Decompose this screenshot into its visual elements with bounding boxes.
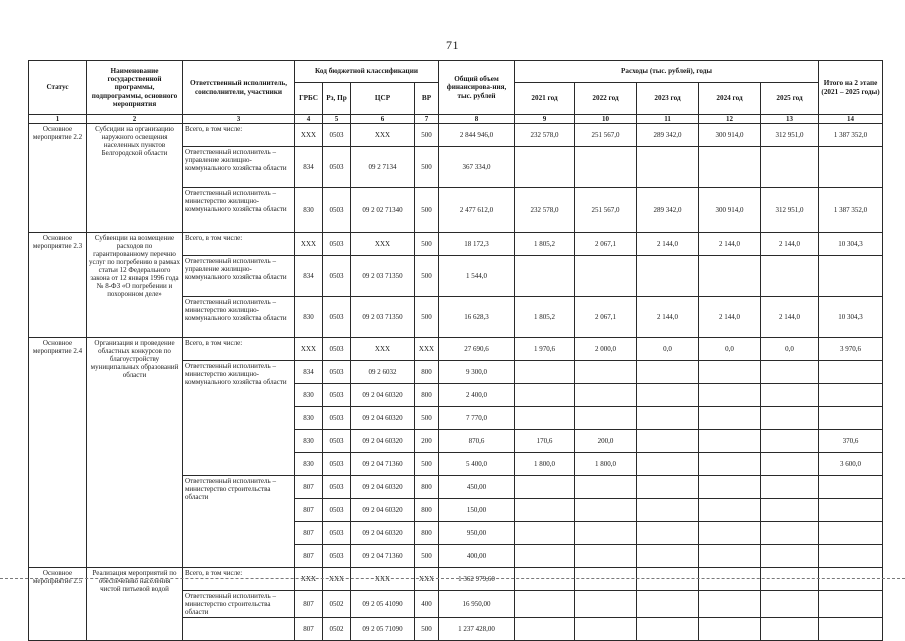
y2025-cell: 0,0: [761, 338, 819, 361]
table-row: [29, 568, 883, 591]
y2022-cell: [575, 407, 637, 430]
itogo-cell: [819, 407, 883, 430]
y2025-cell: [761, 499, 819, 522]
y2023-cell: [637, 256, 699, 297]
y2022-cell: [575, 384, 637, 407]
grbs-cell: ХХХ: [295, 124, 323, 147]
total-cell: 150,00: [439, 499, 515, 522]
y2024-cell: [699, 147, 761, 188]
vr-cell: 800: [415, 476, 439, 499]
header-grbs: ГРБС: [295, 83, 323, 115]
grbs-cell: 807: [295, 545, 323, 568]
budget-table-wrapper: [28, 60, 882, 641]
y2023-cell: [637, 476, 699, 499]
csr-cell: ХХХ: [351, 568, 415, 591]
rz-pr-cell: 0503: [323, 233, 351, 256]
y2021-cell: [515, 618, 575, 641]
csr-cell: 09 2 04 60320: [351, 476, 415, 499]
total-cell: 1 544,0: [439, 256, 515, 297]
y2021-cell: [515, 591, 575, 618]
rz-pr-cell: 0503: [323, 124, 351, 147]
total-cell: 400,00: [439, 545, 515, 568]
rz-pr-cell: 0503: [323, 188, 351, 233]
y2023-cell: [637, 545, 699, 568]
y2021-cell: [515, 476, 575, 499]
y2025-cell: 2 144,0: [761, 297, 819, 338]
rz-pr-cell: 0503: [323, 361, 351, 384]
vr-cell: 200: [415, 430, 439, 453]
itogo-cell: 3 970,6: [819, 338, 883, 361]
responsible-cell: Всего, в том числе:: [183, 338, 295, 361]
total-cell: 950,00: [439, 522, 515, 545]
y2021-cell: [515, 384, 575, 407]
csr-cell: 09 2 04 60320: [351, 407, 415, 430]
total-cell: 18 172,3: [439, 233, 515, 256]
y2024-cell: [699, 384, 761, 407]
total-cell: 27 690,6: [439, 338, 515, 361]
y2023-cell: [637, 568, 699, 591]
y2025-cell: [761, 384, 819, 407]
y2021-cell: 232 578,0: [515, 124, 575, 147]
itogo-cell: [819, 256, 883, 297]
y2021-cell: [515, 499, 575, 522]
y2024-cell: [699, 256, 761, 297]
total-cell: 16 950,00: [439, 591, 515, 618]
y2022-cell: 251 567,0: [575, 188, 637, 233]
table-row: [29, 124, 883, 147]
y2023-cell: [637, 147, 699, 188]
header-name: Наименование государственной программы, подпрограммы, основного мероприятия: [87, 61, 183, 115]
grbs-cell: 830: [295, 407, 323, 430]
grbs-cell: ХХХ: [295, 568, 323, 591]
total-cell: 1 237 428,00: [439, 618, 515, 641]
column-number: 14: [819, 115, 883, 124]
y2024-cell: [699, 568, 761, 591]
csr-cell: 09 2 04 71360: [351, 545, 415, 568]
rz-pr-cell: 0503: [323, 430, 351, 453]
y2023-cell: [637, 430, 699, 453]
status-cell: Основное мероприятие 2.2: [29, 124, 87, 233]
y2025-cell: [761, 430, 819, 453]
csr-cell: 09 2 04 60320: [351, 430, 415, 453]
header-bcc-group: Код бюджетной классификации: [295, 61, 439, 83]
header-2022: 2022 год: [575, 83, 637, 115]
itogo-cell: [819, 499, 883, 522]
vr-cell: 500: [415, 233, 439, 256]
itogo-cell: [819, 618, 883, 641]
y2022-cell: [575, 499, 637, 522]
grbs-cell: 830: [295, 188, 323, 233]
y2023-cell: 2 144,0: [637, 297, 699, 338]
activity-name-cell: Реализация мероприятий по обеспечению населения чистой питьевой водой: [87, 568, 183, 641]
header-status: Статус: [29, 61, 87, 115]
y2025-cell: [761, 407, 819, 430]
column-number: 12: [699, 115, 761, 124]
header-rz-pr: Рз, Пр: [323, 83, 351, 115]
y2021-cell: [515, 568, 575, 591]
table-body: [29, 124, 883, 641]
vr-cell: 800: [415, 499, 439, 522]
vr-cell: 800: [415, 361, 439, 384]
column-number: 1: [29, 115, 87, 124]
grbs-cell: 830: [295, 453, 323, 476]
column-number: 6: [351, 115, 415, 124]
y2021-cell: [515, 147, 575, 188]
y2023-cell: 289 342,0: [637, 124, 699, 147]
y2022-cell: 251 567,0: [575, 124, 637, 147]
responsible-cell: [183, 618, 295, 641]
y2025-cell: [761, 453, 819, 476]
y2021-cell: 232 578,0: [515, 188, 575, 233]
y2022-cell: [575, 147, 637, 188]
csr-cell: 09 2 02 71340: [351, 188, 415, 233]
csr-cell: 09 2 04 71360: [351, 453, 415, 476]
y2024-cell: [699, 407, 761, 430]
itogo-cell: 3 600,0: [819, 453, 883, 476]
responsible-cell: Всего, в том числе:: [183, 568, 295, 591]
vr-cell: 800: [415, 522, 439, 545]
grbs-cell: 807: [295, 476, 323, 499]
column-number: 5: [323, 115, 351, 124]
header-csr: ЦСР: [351, 83, 415, 115]
y2024-cell: 2 144,0: [699, 297, 761, 338]
total-cell: 870,6: [439, 430, 515, 453]
y2022-cell: [575, 361, 637, 384]
y2021-cell: [515, 545, 575, 568]
vr-cell: 800: [415, 384, 439, 407]
itogo-cell: 1 387 352,0: [819, 124, 883, 147]
total-cell: 7 770,0: [439, 407, 515, 430]
y2025-cell: [761, 256, 819, 297]
column-number: 11: [637, 115, 699, 124]
column-number: 8: [439, 115, 515, 124]
itogo-cell: [819, 568, 883, 591]
y2021-cell: [515, 407, 575, 430]
y2025-cell: [761, 147, 819, 188]
vr-cell: 500: [415, 147, 439, 188]
grbs-cell: 834: [295, 147, 323, 188]
y2025-cell: [761, 591, 819, 618]
scan-fold-line: [0, 578, 905, 579]
activity-name-cell: Организация и проведение областных конкурсов по благоустройству муниципальных образований области: [87, 338, 183, 568]
y2024-cell: [699, 361, 761, 384]
status-cell: Основное мероприятие 2.5: [29, 568, 87, 641]
rz-pr-cell: 0503: [323, 476, 351, 499]
table-header: [29, 61, 883, 124]
y2022-cell: [575, 591, 637, 618]
y2023-cell: 0,0: [637, 338, 699, 361]
column-number: 2: [87, 115, 183, 124]
itogo-cell: 10 304,3: [819, 233, 883, 256]
y2023-cell: [637, 499, 699, 522]
vr-cell: 500: [415, 618, 439, 641]
responsible-cell: Ответственный исполнитель – министерство жилищно-коммунального хозяйства области: [183, 188, 295, 233]
y2025-cell: [761, 568, 819, 591]
column-number: 4: [295, 115, 323, 124]
csr-cell: 09 2 05 71090: [351, 618, 415, 641]
grbs-cell: ХХХ: [295, 233, 323, 256]
y2024-cell: [699, 591, 761, 618]
rz-pr-cell: ХХХ: [323, 568, 351, 591]
y2024-cell: [699, 430, 761, 453]
itogo-cell: 370,6: [819, 430, 883, 453]
y2025-cell: [761, 361, 819, 384]
itogo-cell: 1 387 352,0: [819, 188, 883, 233]
responsible-cell: Ответственный исполнитель – министерство строительства области: [183, 591, 295, 618]
y2022-cell: [575, 545, 637, 568]
grbs-cell: 830: [295, 384, 323, 407]
header-2024: 2024 год: [699, 83, 761, 115]
rz-pr-cell: 0503: [323, 407, 351, 430]
rz-pr-cell: 0503: [323, 453, 351, 476]
y2025-cell: [761, 618, 819, 641]
csr-cell: 09 2 03 71350: [351, 256, 415, 297]
itogo-cell: [819, 361, 883, 384]
y2024-cell: 300 914,0: [699, 188, 761, 233]
y2022-cell: 200,0: [575, 430, 637, 453]
y2025-cell: 2 144,0: [761, 233, 819, 256]
rz-pr-cell: 0503: [323, 297, 351, 338]
total-cell: 2 400,0: [439, 384, 515, 407]
y2021-cell: [515, 361, 575, 384]
y2023-cell: 2 144,0: [637, 233, 699, 256]
y2023-cell: [637, 361, 699, 384]
total-cell: 2 477 612,0: [439, 188, 515, 233]
table-row: [29, 233, 883, 256]
status-cell: Основное мероприятие 2.3: [29, 233, 87, 338]
column-number: 7: [415, 115, 439, 124]
total-cell: 9 300,0: [439, 361, 515, 384]
status-cell: Основное мероприятие 2.4: [29, 338, 87, 568]
total-cell: 367 334,0: [439, 147, 515, 188]
vr-cell: 500: [415, 297, 439, 338]
y2021-cell: [515, 522, 575, 545]
csr-cell: 09 2 04 60320: [351, 499, 415, 522]
itogo-cell: [819, 545, 883, 568]
page-number: 71: [446, 38, 459, 52]
vr-cell: 500: [415, 256, 439, 297]
y2025-cell: 312 951,0: [761, 124, 819, 147]
responsible-cell: Ответственный исполнитель – министерство жилищно-коммунального хозяйства области: [183, 361, 295, 476]
y2023-cell: [637, 407, 699, 430]
responsible-cell: Всего, в том числе:: [183, 233, 295, 256]
header-responsible: Ответственный исполнитель, соисполнители, участники: [183, 61, 295, 115]
y2024-cell: 0,0: [699, 338, 761, 361]
y2024-cell: [699, 522, 761, 545]
rz-pr-cell: 0502: [323, 618, 351, 641]
y2024-cell: [699, 476, 761, 499]
y2024-cell: 2 144,0: [699, 233, 761, 256]
itogo-cell: [819, 522, 883, 545]
y2021-cell: 170,6: [515, 430, 575, 453]
csr-cell: 09 2 04 60320: [351, 384, 415, 407]
header-2025: 2025 год: [761, 83, 819, 115]
rz-pr-cell: 0503: [323, 522, 351, 545]
itogo-cell: [819, 147, 883, 188]
total-cell: 450,00: [439, 476, 515, 499]
column-number: 3: [183, 115, 295, 124]
y2023-cell: [637, 384, 699, 407]
activity-name-cell: Субвенции на возмещение расходов по гарантированному перечню услуг по погребению в рамках статьи 12 Федерального закона от 12 января 1996 года № 8-ФЗ «О погребении и похоронном деле»: [87, 233, 183, 338]
y2022-cell: [575, 256, 637, 297]
vr-cell: 500: [415, 453, 439, 476]
y2021-cell: 1 805,2: [515, 233, 575, 256]
grbs-cell: 807: [295, 499, 323, 522]
csr-cell: 09 2 6032: [351, 361, 415, 384]
vr-cell: 500: [415, 124, 439, 147]
itogo-cell: 10 304,3: [819, 297, 883, 338]
y2022-cell: 2 000,0: [575, 338, 637, 361]
y2023-cell: [637, 618, 699, 641]
header-2023: 2023 год: [637, 83, 699, 115]
csr-cell: 09 2 05 41090: [351, 591, 415, 618]
csr-cell: 09 2 04 60320: [351, 522, 415, 545]
responsible-cell: Ответственный исполнитель – управление жилищно-коммунального хозяйства области: [183, 147, 295, 188]
itogo-cell: [819, 591, 883, 618]
rz-pr-cell: 0503: [323, 147, 351, 188]
y2021-cell: 1 800,0: [515, 453, 575, 476]
vr-cell: ХХХ: [415, 568, 439, 591]
grbs-cell: 830: [295, 297, 323, 338]
y2023-cell: [637, 591, 699, 618]
y2021-cell: [515, 256, 575, 297]
grbs-cell: 807: [295, 618, 323, 641]
vr-cell: 500: [415, 545, 439, 568]
grbs-cell: 834: [295, 361, 323, 384]
y2021-cell: 1 805,2: [515, 297, 575, 338]
y2024-cell: [699, 545, 761, 568]
grbs-cell: 834: [295, 256, 323, 297]
y2022-cell: [575, 618, 637, 641]
grbs-cell: 807: [295, 591, 323, 618]
column-number-row: [29, 115, 883, 124]
header-itogo: Итого на 2 этапе (2021 – 2025 годы): [819, 61, 883, 115]
header-2021: 2021 год: [515, 83, 575, 115]
rz-pr-cell: 0502: [323, 591, 351, 618]
header-vr: ВР: [415, 83, 439, 115]
csr-cell: ХХХ: [351, 124, 415, 147]
y2024-cell: [699, 499, 761, 522]
budget-table: [28, 60, 883, 641]
vr-cell: ХХХ: [415, 338, 439, 361]
responsible-cell: Ответственный исполнитель – министерство жилищно-коммунального хозяйства области: [183, 297, 295, 338]
responsible-cell: Ответственный исполнитель – управление жилищно-коммунального хозяйства области: [183, 256, 295, 297]
y2024-cell: [699, 618, 761, 641]
csr-cell: ХХХ: [351, 338, 415, 361]
column-number: 9: [515, 115, 575, 124]
grbs-cell: 807: [295, 522, 323, 545]
rz-pr-cell: 0503: [323, 338, 351, 361]
y2023-cell: [637, 522, 699, 545]
grbs-cell: ХХХ: [295, 338, 323, 361]
responsible-cell: Ответственный исполнитель – министерство строительства области: [183, 476, 295, 568]
header-total-volume: Общий объем финансирова-ния, тыс. рублей: [439, 61, 515, 115]
y2024-cell: 300 914,0: [699, 124, 761, 147]
vr-cell: 500: [415, 188, 439, 233]
y2022-cell: [575, 476, 637, 499]
header-expenses-group: Расходы (тыс. рублей), годы: [515, 61, 819, 83]
responsible-cell: Всего, в том числе:: [183, 124, 295, 147]
total-cell: 2 844 946,0: [439, 124, 515, 147]
grbs-cell: 830: [295, 430, 323, 453]
rz-pr-cell: 0503: [323, 499, 351, 522]
csr-cell: 09 2 7134: [351, 147, 415, 188]
y2025-cell: [761, 476, 819, 499]
total-cell: 16 628,3: [439, 297, 515, 338]
vr-cell: 400: [415, 591, 439, 618]
column-number: 13: [761, 115, 819, 124]
y2022-cell: 2 067,1: [575, 297, 637, 338]
itogo-cell: [819, 384, 883, 407]
total-cell: 5 400,0: [439, 453, 515, 476]
total-cell: 1 362 979,60: [439, 568, 515, 591]
rz-pr-cell: 0503: [323, 256, 351, 297]
y2024-cell: [699, 453, 761, 476]
rz-pr-cell: 0503: [323, 545, 351, 568]
column-number: 10: [575, 115, 637, 124]
y2022-cell: [575, 522, 637, 545]
activity-name-cell: Субсидии на организацию наружного освещения населенных пунктов Белгородской области: [87, 124, 183, 233]
y2023-cell: 289 342,0: [637, 188, 699, 233]
y2025-cell: 312 951,0: [761, 188, 819, 233]
y2023-cell: [637, 453, 699, 476]
vr-cell: 500: [415, 407, 439, 430]
y2022-cell: 2 067,1: [575, 233, 637, 256]
csr-cell: ХХХ: [351, 233, 415, 256]
itogo-cell: [819, 476, 883, 499]
y2025-cell: [761, 522, 819, 545]
table-row: [29, 338, 883, 361]
y2022-cell: [575, 568, 637, 591]
csr-cell: 09 2 03 71350: [351, 297, 415, 338]
y2025-cell: [761, 545, 819, 568]
y2022-cell: 1 800,0: [575, 453, 637, 476]
y2021-cell: 1 970,6: [515, 338, 575, 361]
rz-pr-cell: 0503: [323, 384, 351, 407]
